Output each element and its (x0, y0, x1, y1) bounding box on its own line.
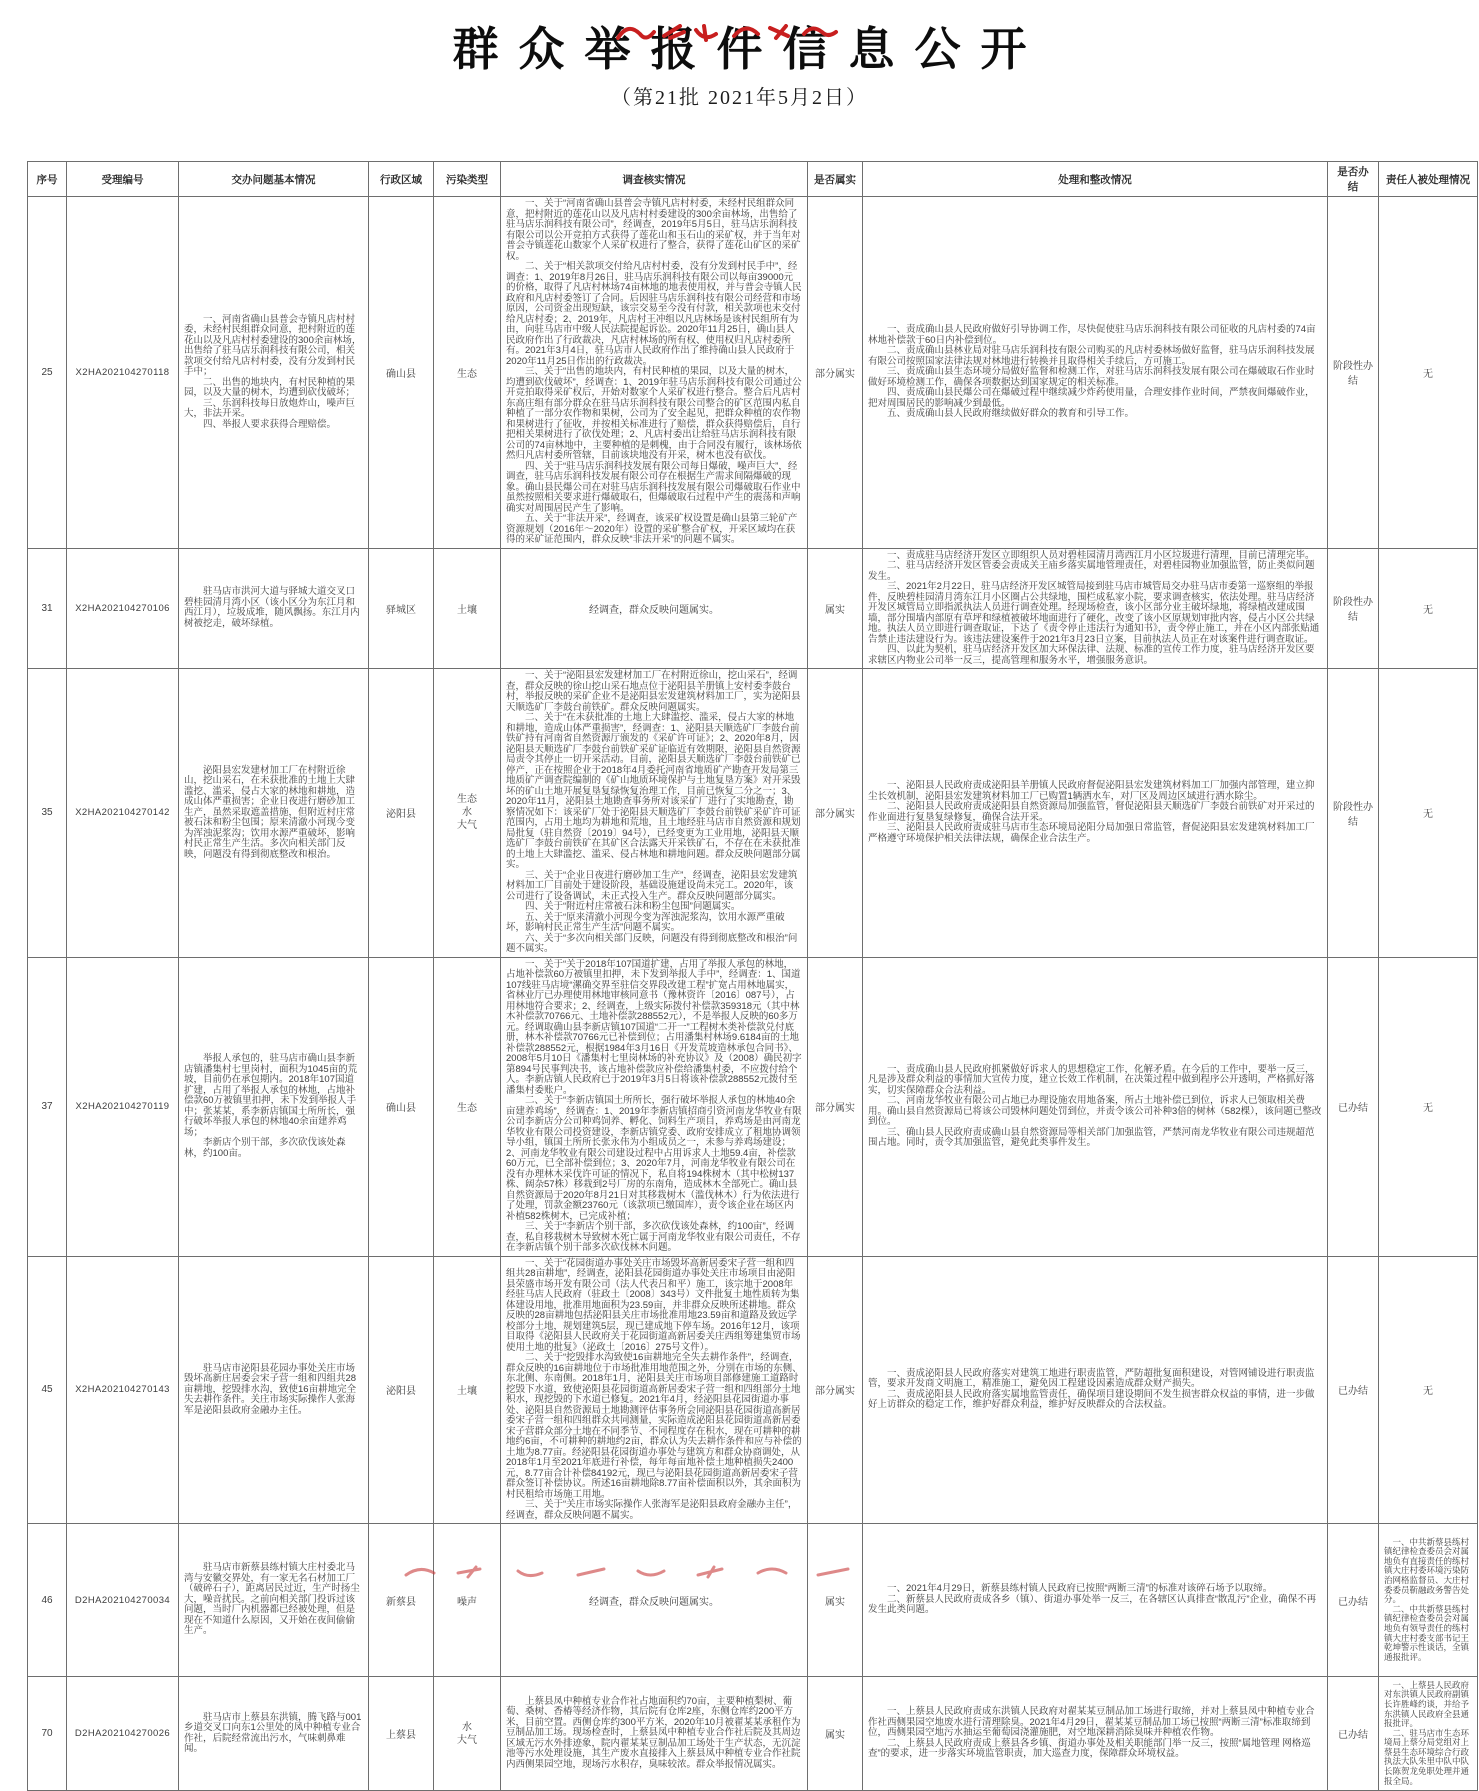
column-header-investigation: 调查核实情况 (501, 162, 808, 197)
report-table-body (28, 197, 1478, 1791)
page-subtitle: （第21批 2021年5月2日） (611, 87, 868, 109)
cell-handling: 一、上蔡县人民政府责成东洪镇人民政府对翟某某豆制品加工场进行取缔，并对上蔡县凤中种植专业合作社西侧果园空地废水进行清理除臭。2021年4月29日，翟某某豆制品加工场已按照“两断三清”标准取缔到位，西侧果园空地污水抽运至葡萄园浇灌施肥，对空地深耕消除臭味并种植农作物。 二、上蔡县人民政府责成上蔡县各乡镇、街道办事处及相关职能部门举一反三，按照“属地管理 网格巡查”的要求，进一步落实环境监管职责，加大巡查力度，保障群众环境权益。 (863, 1677, 1328, 1791)
cell-handling: 一、2021年4月29日，新蔡县练村镇人民政府已按照“两断三清”的标准对该碎石场予以取缔。 二、新蔡县人民政府责成各乡（镇）、街道办事处举一反三，在各辖区认真排查“散乱污”企业，确保不再发生此类问题。 (863, 1524, 1328, 1677)
cell-code: X2HA202104270143 (67, 1256, 179, 1524)
cell-verdict: 属实 (808, 548, 863, 669)
column-header-verdict: 是否属实 (808, 162, 863, 197)
cell-handling: 一、责成驻马店经济开发区立即组织人员对碧桂园清月湾西江月小区垃圾进行清理，目前已清理完毕。 二、驻马店经济开发区管委会责成关王庙乡落实属地管理责任，对碧桂园物业加强监管，防止类似问题发生。 三、2021年2月22日，驻马店经济开发区城管局接到驻马店市城管局交办驻马店市委第一巡察组的举报件，反映碧桂园清月湾东江月小区圈占公共绿地，围栏成私家小院，要求调查核实，依法处理。驻马店经济开发区城管局立即指派执法人员进行调查处理。经现场检查，该小区部分业主破坏绿地，将绿植改建成围墙，部分围墙内部原有草坪和绿植被破坏地面进行了硬化，改变了该小区原规划审批内容，侵占小区公共绿地。执法人员立即进行调查取证，下达了《责令停止违法行为通知书》，责令停止施工，并在小区内部张贴通告禁止违法建设行为。该违法建设案件于2021年3月23日立案，目前执法人员正在对该案件进行调查取证。 四、以此为契机，驻马店经济开发区加大环保法律、法规、标准的宣传工作力度，驻马店经济开发区要求辖区内物业公司举一反三，提高管理和服务水平，增强服务意识。 (863, 548, 1328, 669)
cell-investigation: 一、关于“河南省确山县普会寺镇凡店村村委，未经村民组群众同意，把村附近的莲花山以及凡店村村委建设的300余亩林场，出售给了驻马店乐润科技有限公司”，经调查，2019年5月5日，驻马店乐润科技有限公司以公开竞拍方式获得了莲花山和玉石山的采矿权，并于当年对普会寺镇莲花山数家个人采矿权进行了整合，获得了莲花山矿区的采矿权。 二、关于“相关款项交付给凡店村村委，没有分发到村民手中”，经调查：1、2019年8月26日，驻马店乐润科技有限公司以每亩39000元的价格，取得了凡店村林场74亩林地的地表使用权，并与普会寺镇人民政府和凡店村委签订了合同。后因驻马店乐润科技有限公司经营和市场原因，公司资金出现短缺，该宗交易至今没有付款，相关款项也未交付给凡店村委；2、2019年，凡店村王冲组以凡店林场是该村民组所有为由，向驻马店市中级人民法院提起诉讼。2020年11月25日，确山县人民政府作出了行政裁决，凡店村林场的所有权、使用权归凡店村委所有。2021年3月4日，驻马店市人民政府作出了维持确山县人民政府于2020年11月25日作出的行政裁决。 三、关于“出售的地块内，有村民种植的果园，以及大量的树木，均遭到砍伐破坏”，经调查：1、2019年驻马店乐润科技有限公司通过公开竞拍取得采矿权后，开始对数家个人采矿权进行整合。整合后凡店村东高庄组有部分群众在驻马店乐润科技有限公司整合的矿区范围内私自种植了一部分农作物和果树，公司为了安全起见，把群众种植的农作物和果树进行了征收，并按相关标准进行了赔偿，群众获得赔偿后，自行把相关果树进行了砍伐处理；2、凡店村委出让给驻马店乐润科技有限公司的74亩林地中，主要种植的是刺槐，由于合同没有履行，该林场依然归凡店村委所管辖，目前该块地没有开采，树木也没有砍伐。 四、关于“驻马店乐润科技发展有限公司每日爆破，噪声巨大”，经调查，驻马店乐润科技发展有限公司存在根据生产需求间隔爆破的现象。确山县民爆公司在对驻马店乐润科技发展有限公司爆破取石作业中虽然按照相关要求进行爆破取石，但爆破取石过程中产生的震荡和声响确实对周围居民产生了影响。 五、关于“非法开采”，经调查，该采矿权设置是确山县第三轮矿产资源规划（2016年～2020年）设置的采矿整合矿权，开采区域均在获得的采矿证范围内，群众反映“非法开采”的问题不属实。 (501, 197, 808, 549)
table-row (28, 548, 1478, 669)
cell-investigation: 上蔡县凤中种植专业合作社占地面积约70亩，主要种植梨树、葡萄、桑树、香椿等经济作物，其后院有仓库2座，东侧仓库约200平方米，目前空置。西侧仓库约300平方米，2020年10月被翟某某承租作为豆制品加工场。现场检查时，上蔡县凤中种植专业合作社后院及其周边区域无污水外排迹象，院内翟某某豆制品加工场处于生产状态，无沉淀池等污水处理设施，其生产废水直接排入上蔡县凤中种植专业合作社院内西侧果园空地，现场污水积存，臭味较浓。群众举报情况属实。 (501, 1677, 808, 1791)
cell-status: 阶段性办结 (1328, 197, 1379, 549)
cell-problem: 一、河南省确山县普会寺镇凡店村村委，未经村民组群众同意，把村附近的莲花山以及凡店村村委建设的300余亩林场，出售给了驻马店乐润科技有限公司，相关款项交付给凡店村村委，没有分发到村民手中； 二、出售的地块内，有村民种植的果园，以及大量的树木，均遭到砍伐破坏； 三、乐润科技每日放炮炸山，噪声巨大，非法开采。 四、举报人要求获得合理赔偿。 (179, 197, 369, 549)
cell-region: 泌阳县 (369, 1256, 434, 1524)
cell-status: 已办结 (1328, 1677, 1379, 1791)
cell-code: X2HA202104270106 (67, 548, 179, 669)
cell-serial: 45 (28, 1256, 67, 1524)
cell-problem: 驻马店市洪河大道与驿城大道交叉口碧桂园清月湾小区（该小区分为东江月和西江月），垃圾成堆，随风飘扬。东江月内树被挖走，破坏绿植。 (179, 548, 369, 669)
table-row (28, 1677, 1478, 1791)
cell-code: X2HA202104270119 (67, 957, 179, 1256)
cell-type: 生态 (434, 957, 501, 1256)
cell-region: 确山县 (369, 197, 434, 549)
cell-region: 泌阳县 (369, 669, 434, 958)
cell-investigation: 经调查，群众反映问题属实。 (501, 1524, 808, 1677)
cell-accountability: 无 (1379, 957, 1478, 1256)
cell-code: X2HA202104270118 (67, 197, 179, 549)
cell-serial: 25 (28, 197, 67, 549)
cell-serial: 37 (28, 957, 67, 1256)
cell-investigation: 一、关于“关于2018年107国道扩建，占用了举报人承包的林地，占地补偿款60万被镇里扣押，未下发到举报人手中”，经调查：1、国道107线驻马店境“漯确交界至驻信交界段改建工程”扩宽占用林地属实，省林业厅已办理使用林地审核同意书（豫林资许〔2016〕087号），占用林地符合要求；2、经调查，上级实际拨付补偿款359318元（其中林木补偿款70766元、土地补偿款288552元），不是举报人反映的60多万元。经调取确山县李新店镇107国道“二开一”工程树木类补偿款兑付底册，林木补偿款70766元已补偿到位；占用潘集村林场9.6184亩的土地补偿款288552元，根据1984年3月16日《开发荒坡造林承包合同书》、2008年5月10日《潘集村七里岗林场的补充协议》及（2008）确民初字第894号民事判决书，该占地补偿款应补偿给潘集村委，不应拨付给个人。李新店镇人民政府已于2019年3月5日将该补偿款288552元拨付至潘集村委账户。 二、关于“李新店镇国土所所长，强行破坏举报人承包的林地40余亩建养鸡场”，经调查：1、2019年李新店镇招商引资河南龙华牧业有限公司李新店分公司种鸡饲养、孵化、饲料生产项目，养鸡场是由河南龙华牧业有限公司投资建设，李新店镇党委、政府安排成立了租地协调领导小组，镇国土所所长张永伟为小组成员之一，未参与养鸡场建设；2、河南龙华牧业有限公司建设过程中占用诉求人土地59.4亩，补偿款60万元，已全部补偿到位；3、2020年7月，河南龙华牧业有限公司在没有办理林木采伐许可证的情况下，私自将194株树木（其中松树137株、阔杂57株）移栽到2号厂房的东南角，造成林木全部死亡。确山县自然资源局于2020年8月21日对其移栽树木（滥伐林木）行为依法进行了处理，罚款金额23760元（该款项已缴国库），责令该企业在场区内补植582株树木，已完成补植； 三、关于“李新店个别干部，多次砍伐该处森林，约100亩”，经调查，私自移栽树木导致树木死亡属于河南龙华牧业有限公司责任，不存在李新店镇个别干部多次砍伐林木问题。 (501, 957, 808, 1256)
cell-accountability: 一、上蔡县人民政府对东洪镇人民政府副镇长许胜峰约谈，并给予东洪镇人民政府全县通报批评。 二、驻马店市生态环境局上蔡分局党组对上蔡县生态环境综合行政执法大队朱里中队中队长陈贺龙免职处理并通报全局。 (1379, 1677, 1478, 1791)
column-header-accountability: 责任人被处理情况 (1379, 162, 1478, 197)
cell-verdict: 部分属实 (808, 957, 863, 1256)
cell-handling: 一、责成泌阳县人民政府落实对建筑工地进行职责监管，严防超批复面积建设，对管网铺设进行职责监管，要求开发商文明施工，精准施工，避免因工程建设因素造成群众财产损失。 二、责成泌阳县人民政府落实属地监管责任，确保项目建设期间不发生损害群众权益的事情，进一步做好上访群众的稳定工作，维护好群众利益，维护好反映群众的合法权益。 (863, 1256, 1328, 1524)
cell-type: 噪声 (434, 1524, 501, 1677)
cell-handling: 一、泌阳县人民政府责成泌阳县羊册镇人民政府督促泌阳县宏发建筑材料加工厂加强内部管理，建立抑尘长效机制，泌阳县宏发建筑材料加工厂已购置1辆洒水车，对厂区及周边区域进行洒水除尘。 二、泌阳县人民政府责成泌阳县自然资源局加强监管，督促泌阳县天顺选矿厂李鼓台前铁矿对开采过的作业面进行复垦复绿修复，确保合法开采。 三、泌阳县人民政府责成驻马店市生态环境局泌阳分局加强日常监管，督促泌阳县宏发建筑材料加工厂严格遵守环境保护相关法律法规，确保企业合法生产。 (863, 669, 1328, 958)
column-header-region: 行政区域 (369, 162, 434, 197)
cell-status: 已办结 (1328, 1524, 1379, 1677)
cell-investigation: 一、关于“花园街道办事处关庄市场毁坏高新居委宋子营一组和四组共28亩耕地”，经调查，泌阳县花园街道办事处关庄市场项目由泌阳县荣盛市场开发有限公司（法人代表吕和平）施工，该宗地于2008年经驻马店人民政府（驻政土〔2008〕343号）文件批复土地性质转为集体建设用地，批准用地面积为23.59亩，并非群众反映所述耕地。群众反映的28亩耕地包括泌阳县关庄市场批准用地23.59亩和道路及致远学校部分土地，规划建筑5层，现已建成地下停车场。2016年12月，该项目取得《泌阳县人民政府关于花园街道高新居委关庄西组筹建集贸市场使用土地的批复》（泌政土〔2016〕275号文件）。 二、关于“挖毁排水沟致使16亩耕地完全失去耕作条件”，经调查，群众反映的16亩耕地位于市场批准用地范围之外，分别在市场的东侧、东北侧、东南侧。2018年1月，泌阳县关庄市场项目部修建施工道路时挖毁下水道，致使泌阳县花园街道高新居委宋子营一组和四组部分土地积水，现挖毁的下水道已修复。2021年4月，经泌阳县花园街道办事处、泌阳县自然资源局土地勘测评估事务所会同泌阳县花园街道高新居委宋子营一组和四组群众共同测量，实际造成泌阳县花园街道高新居委宋子营群众部分土地在不同季节、不同程度存在积水，现在可耕种的耕地约6亩，不可耕种的耕地约2亩，群众认为失去耕作条件和应与补偿的土地为8.77亩。经泌阳县花园街道办事处与建筑方和群众协商调处，从2018年1月至2021年底进行补偿，每年每亩地补偿土地种植损失2400元，8.77亩合计补偿84192元，现已与泌阳县花园街道高新居委宋子营群众签订补偿协议。所述16亩耕地除8.77亩补偿面积以外，其余面积为村民租给市场施工用地。 三、关于“关庄市场实际操作人张海军是泌阳县政府金融办主任”，经调查，群众反映问题不属实。 (501, 1256, 808, 1524)
cell-status: 已办结 (1328, 1256, 1379, 1524)
cell-verdict: 属实 (808, 1677, 863, 1791)
page-title: 群众举报件信息公开 (452, 24, 1047, 75)
cell-accountability: 一、中共新蔡县练村镇纪律检查委员会对属地负有直接责任的练村镇大庄村委环境污染防治网格监督员、大庄村委委员靳融政务警告处分。 二、中共新蔡县练村镇纪律检查委员会对属地负有领导责任的练村镇大庄村委支部书记王乾坤警示性谈话，全镇通报批评。 (1379, 1524, 1478, 1677)
cell-code: D2HA202104270034 (67, 1524, 179, 1677)
table-row (28, 1256, 1478, 1524)
cell-accountability: 无 (1379, 548, 1478, 669)
column-header-code: 受理编号 (67, 162, 179, 197)
table-row (28, 669, 1478, 958)
cell-problem: 泌阳县宏发建材加工厂在村附近徐山，挖山采石，在未获批准的土地上大肆滥挖、滥采，侵占大家的林地和耕地，造成山体严重损害；企业日夜进行磨砂加工生产，虽然采取遮盖措施，但附近村庄常被石沫和粉尘包围；原来清澈小河现今变为浑浊泥浆沟；饮用水源严重破坏，影响村民正常生产生活。多次向相关部门反映，问题没有得到彻底整改和根治。 (179, 669, 369, 958)
cell-verdict: 属实 (808, 1524, 863, 1677)
complaint-report-table (27, 161, 1478, 1791)
cell-verdict: 部分属实 (808, 669, 863, 958)
cell-serial: 70 (28, 1677, 67, 1791)
cell-type: 土壤 (434, 548, 501, 669)
cell-serial: 35 (28, 669, 67, 958)
cell-handling: 一、责成确山县人民政府做好引导协调工作，尽快促使驻马店乐润科技有限公司征收的凡店村委的74亩林地补偿款于60日内补偿到位。 二、责成确山县林业局对驻马店乐润科技有限公司购买的凡店村委林场做好监督，驻马店乐润科技发展有限公司按照国家法律法规对林地进行转换并且取得相关手续后，方可施工。 三、责成确山县生态环境分局做好监督和检测工作，对驻马店乐润科技发展有限公司在爆破取石作业时做好环境检测工作，确保各项数据达到国家规定的相关标准。 四、责成确山县民爆公司在爆破过程中继续减少炸药使用量，合理安排作业时间，严禁夜间爆破作业，把对周围居民的影响减少到最低。 五、责成确山县人民政府继续做好群众的教育和引导工作。 (863, 197, 1328, 549)
cell-type: 水 大气 (434, 1677, 501, 1791)
table-row (28, 197, 1478, 549)
header-row (28, 162, 1478, 197)
cell-problem: 驻马店市泌阳县花园办事处关庄市场毁坏高新庄居委会宋子营一组和四组共28亩耕地，挖毁排水沟，致使16亩耕地完全失去耕作条件。关庄市场实际操作人张海军是泌阳县政府金融办主任。 (179, 1256, 369, 1524)
table-row (28, 1524, 1478, 1677)
cell-problem: 驻马店市上蔡县东洪镇，腾飞路与001乡道交叉口向东1公里处的凤中种植专业合作社，后院经常流出污水，气味刺鼻难闻。 (179, 1677, 369, 1791)
cell-serial: 31 (28, 548, 67, 669)
column-header-serial: 序号 (28, 162, 67, 197)
table-row (28, 957, 1478, 1256)
cell-handling: 一、责成确山县人民政府抓紧做好诉求人的思想稳定工作，化解矛盾。在今后的工作中，要举一反三，凡是涉及群众利益的事情加大宣传力度，建立长效工作机制，在决策过程中做到程序公开透明，严格抓好落实，切实保障群众合法利益。 二、河南龙华牧业有限公司占地已办理设施农用地备案，所占土地补偿已到位，诉求人已领取相关费用。确山县自然资源局已将该公司毁林问题处罚到位，并责令该公司补种3倍的树林（582棵），该问题已整改到位。 三、确山县人民政府责成确山县自然资源局等相关部门加强监管，严禁河南龙华牧业有限公司违规超范围占地。同时，责令其加强监管，避免此类事件发生。 (863, 957, 1328, 1256)
cell-region: 驿城区 (369, 548, 434, 669)
cell-region: 新蔡县 (369, 1524, 434, 1677)
cell-type: 土壤 (434, 1256, 501, 1524)
cell-problem: 举报人承包的，驻马店市确山县李新店镇潘集村七里岗村，面积为1045亩的荒坡，目前仍在承包期内。2018年107国道扩建，占用了举报人承包的林地，占地补偿款60万被镇里扣押，未下发到举报人手中；张某某，系李新店镇国土所所长，强行破坏举报人承包的林地40余亩建养鸡场； 李新店个别干部，多次砍伐该处森林，约100亩。 (179, 957, 369, 1256)
cell-region: 确山县 (369, 957, 434, 1256)
cell-accountability: 无 (1379, 669, 1478, 958)
cell-code: D2HA202104270026 (67, 1677, 179, 1791)
cell-status: 阶段性办结 (1328, 548, 1379, 669)
report-table-header (28, 162, 1478, 197)
column-header-status: 是否办结 (1328, 162, 1379, 197)
cell-verdict: 部分属实 (808, 1256, 863, 1524)
column-header-handling: 处理和整改情况 (863, 162, 1328, 197)
cell-type: 生态 水 大气 (434, 669, 501, 958)
column-header-type: 污染类型 (434, 162, 501, 197)
cell-problem: 驻马店市新蔡县练村镇大庄村委北马湾与安徽交界处，有一家无名石材加工厂（破碎石子），距离居民过近，生产时扬尘大，噪音扰民。之前向相关部门投诉过该问题，当时厂内机器都已经被处理，但是现在不知道什么原因，又开始在夜间偷偷生产。 (179, 1524, 369, 1677)
cell-verdict: 部分属实 (808, 197, 863, 549)
cell-serial: 46 (28, 1524, 67, 1677)
column-header-problem: 交办问题基本情况 (179, 162, 369, 197)
cell-accountability: 无 (1379, 1256, 1478, 1524)
cell-region: 上蔡县 (369, 1677, 434, 1791)
cell-accountability: 无 (1379, 197, 1478, 549)
cell-investigation: 经调查，群众反映问题属实。 (501, 548, 808, 669)
cell-type: 生态 (434, 197, 501, 549)
cell-status: 已办结 (1328, 957, 1379, 1256)
cell-code: X2HA202104270142 (67, 669, 179, 958)
cell-investigation: 一、关于“泌阳县宏发建材加工厂在村附近徐山，挖山采石”，经调查，群众反映的徐山挖山采石地点位于泌阳县羊册镇上安村委李鼓台村，举报反映的采矿企业不是泌阳县宏发建筑材料加工厂，实为泌阳县天顺选矿厂李鼓台前铁矿。群众反映问题属实。 二、关于“在未获批准的土地上大肆滥挖、滥采，侵占大家的林地和耕地，造成山体严重损害”，经调查：1、泌阳县天顺选矿厂李鼓台前铁矿持有河南省自然资源厅颁发的《采矿许可证》；2、2020年8月，因泌阳县天顺选矿厂李鼓台前铁矿采矿证临近有效期限，泌阳县自然资源局责令其停止一切开采活动。目前，泌阳县天顺选矿厂李鼓台前铁矿已停产，正在按照企业于2018年4月委托河南省地质矿产勘查开发局第三地质矿产调查院编制的《矿山地质环境保护与土地复垦方案》对开采毁坏的矿山土地开展复垦复绿恢复治理工作，目前已恢复二分之一；3、2020年11月，泌阳县土地勘查事务所对该采矿厂进行了实地勘查，勘察情况如下：该采矿厂处于泌阳县天顺选矿厂李鼓台前铁矿采矿许可证范围内，占用土地均为耕地和荒地，且土地经驻马店市自然资源和规划局批复（驻自然资〔2019〕94号），已经变更为工业用地，泌阳县天顺选矿厂李鼓台前铁矿在其矿区合法露天开采铁矿石，不存在在未获批准的土地上大肆滥挖、滥采、侵占林地和耕地问题。群众反映问题部分属实。 三、关于“企业日夜进行磨砂加工生产”，经调查，泌阳县宏发建筑材料加工厂目前处于建设阶段，基础设施建设尚未完工。2020年，该公司进行了设备调试，未正式投入生产。群众反映问题部分属实。 四、关于“附近村庄常被石沫和粉尘包围”问题属实。 五、关于“原来清澈小河现今变为浑浊泥浆沟，饮用水源严重破坏，影响村民正常生产生活”问题不属实。 六、关于“多次向相关部门反映，问题没有得到彻底整改和根治”问题不属实。 (501, 669, 808, 958)
cell-status: 阶段性办结 (1328, 669, 1379, 958)
